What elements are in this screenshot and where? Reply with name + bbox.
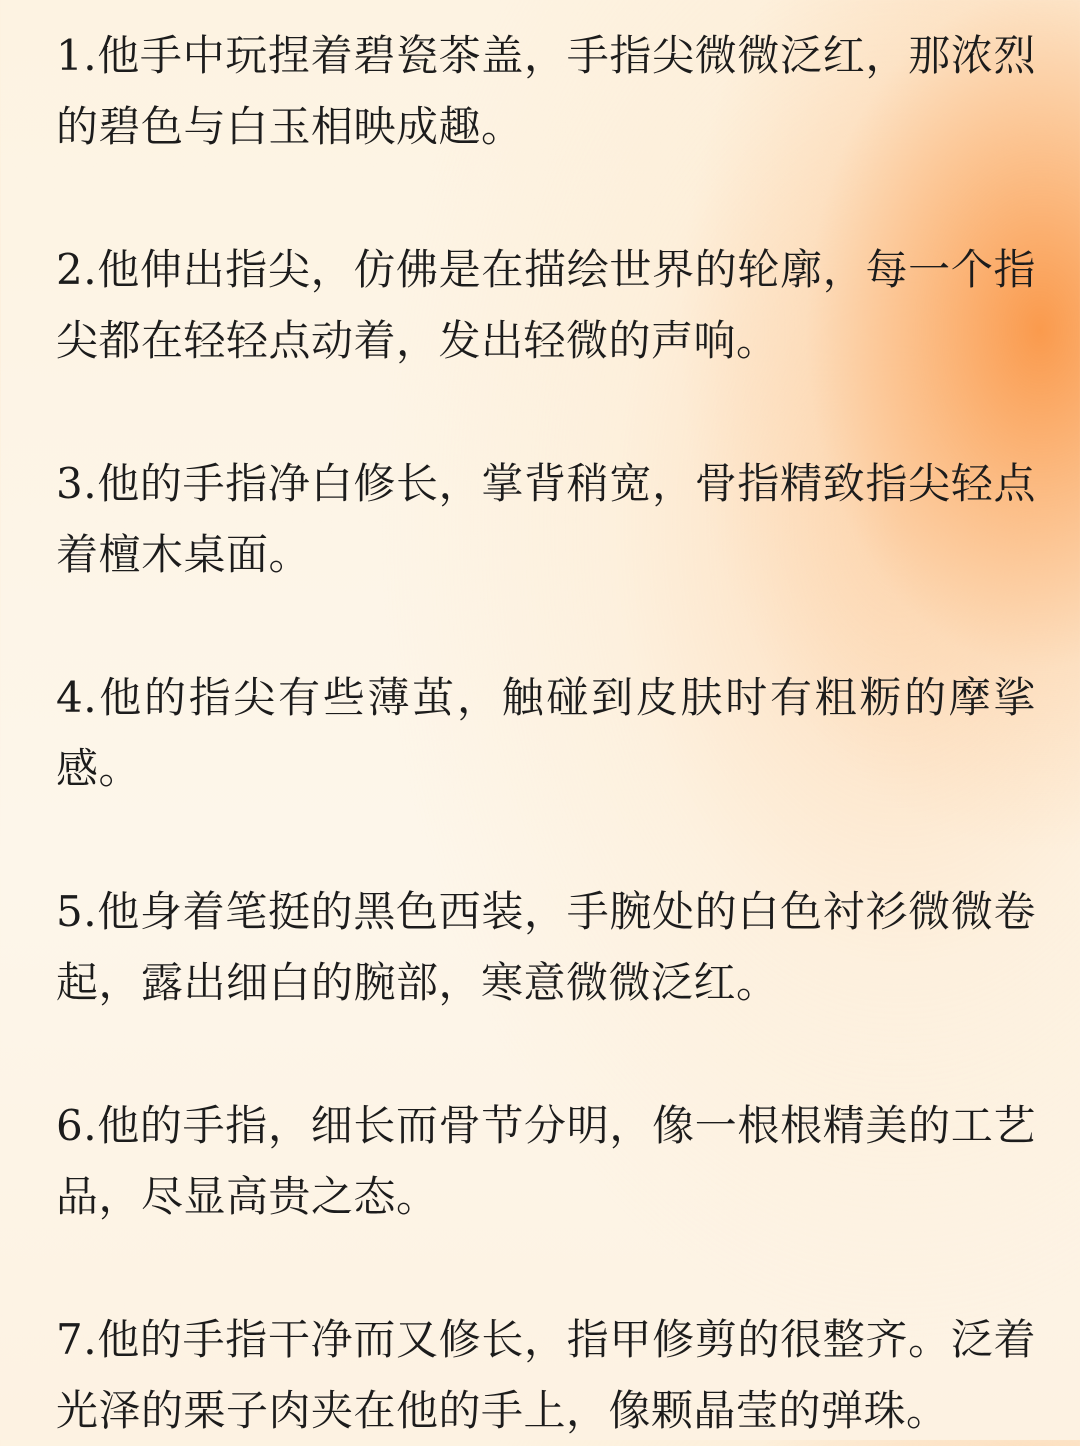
list-item-7: 7.他的手指干净而又修长，指甲修剪的很整齐。泛着光泽的栗子肉夹在他的手上，像颗晶莹的弹珠。 (56, 1315, 1036, 1435)
list-item-4: 4.他的指尖有些薄茧，触碰到皮肤时有粗粝的摩挲感。 (56, 673, 1036, 793)
list-item-5: 5.他身着笔挺的黑色西装，手腕处的白色衬衫微微卷起，露出细白的腕部，寒意微微泛红。 (56, 887, 1036, 1007)
list-item-2: 2.他伸出指尖，仿佛是在描绘世界的轮廓，每一个指尖都在轻轻点动着，发出轻微的声响。 (56, 245, 1036, 365)
list-item-6: 6.他的手指，细长而骨节分明，像一根根精美的工艺品，尽显高贵之态。 (56, 1101, 1036, 1221)
list-item-1: 1.他手中玩捏着碧瓷茶盖，手指尖微微泛红，那浓烈的碧色与白玉相映成趣。 (56, 31, 1036, 151)
description-list (56, 20, 1036, 1446)
list-item-3: 3.他的手指净白修长，掌背稍宽，骨指精致指尖轻点着檀木桌面。 (56, 459, 1036, 579)
